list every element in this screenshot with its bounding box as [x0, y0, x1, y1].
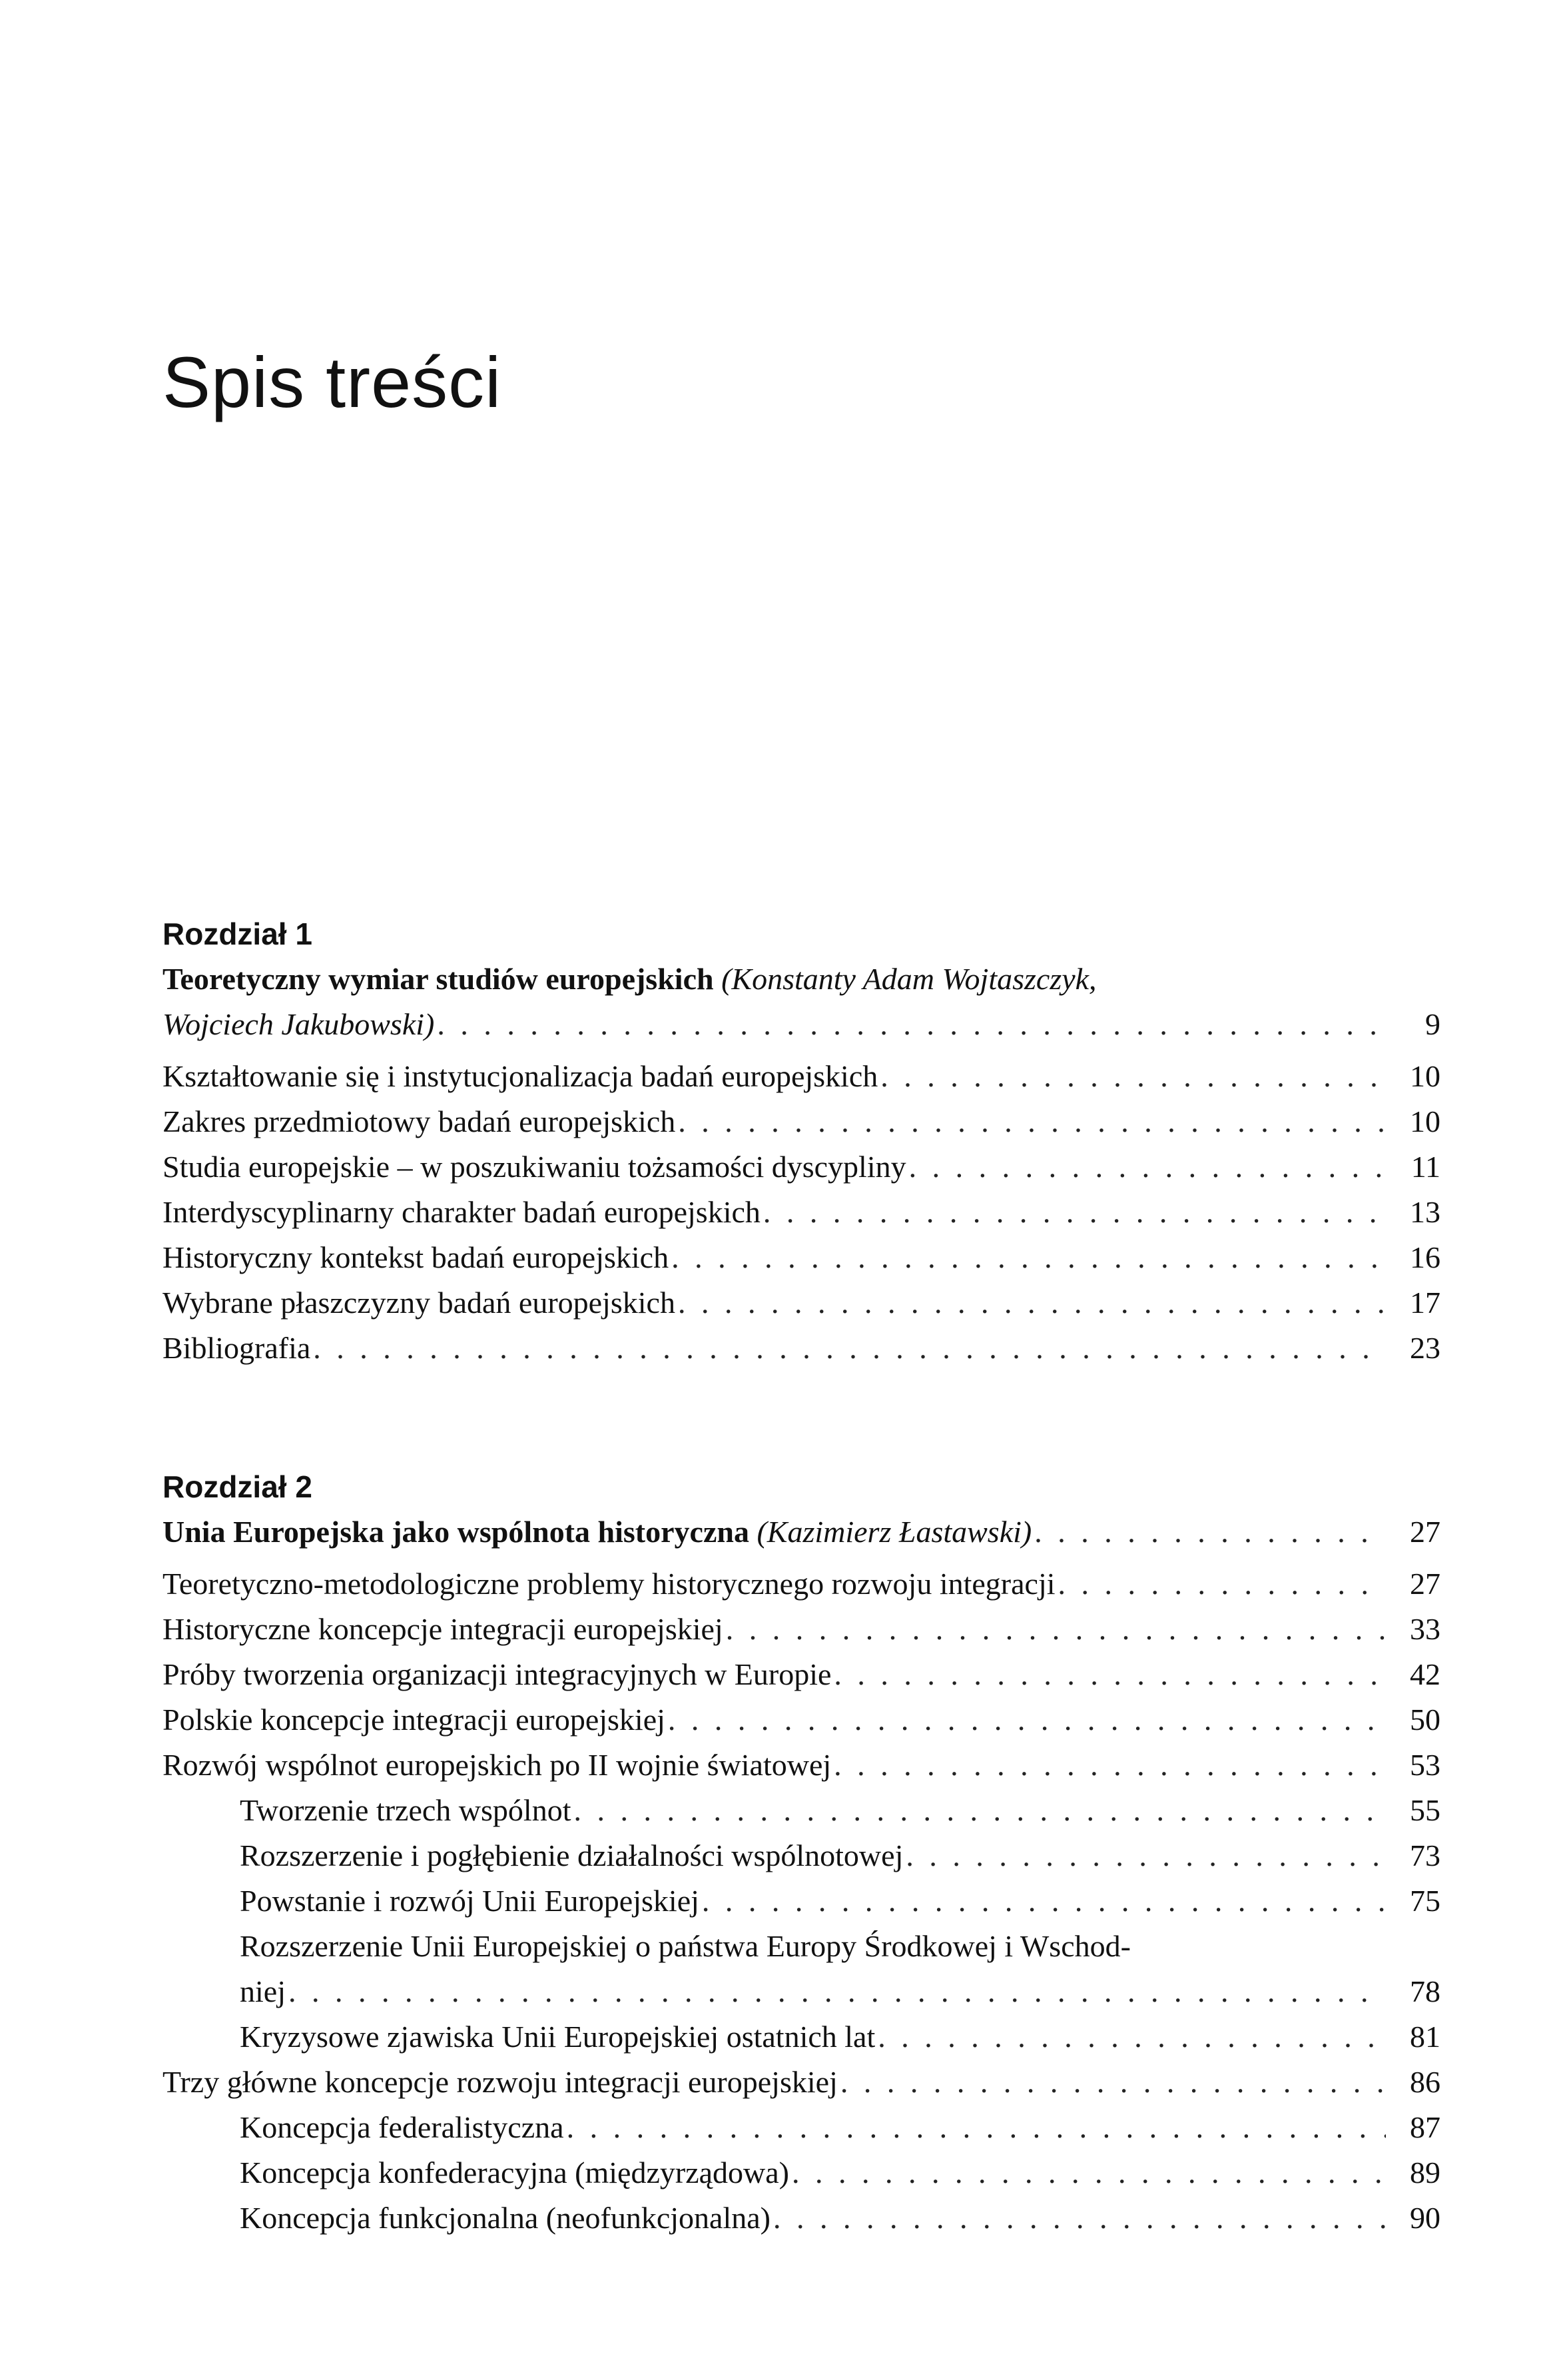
toc-entry[interactable]: [162, 1561, 1440, 1607]
leader-dots: [773, 2195, 1386, 2241]
toc-entry[interactable]: [162, 1326, 1440, 1371]
toc-entry-title: Kryzysowe zjawiska Unii Europejskiej ostatnich lat: [240, 2020, 876, 2054]
page-number: 10: [1410, 1059, 1440, 1093]
toc-entry[interactable]: [162, 1652, 1440, 1697]
toc-entry-title: Rozszerzenie i pogłębienie działalności wspólnotowej: [240, 1838, 904, 1872]
chapter-main-entry[interactable]: [162, 1509, 1440, 1555]
toc-entry-title: Koncepcja funkcjonalna (neofunkcjonalna): [240, 2201, 771, 2235]
leader-dots: [840, 2060, 1386, 2105]
toc-entry[interactable]: [162, 1235, 1440, 1280]
leader-dots: [668, 1697, 1386, 1743]
page-number: 53: [1410, 1748, 1440, 1782]
page-number: 23: [1410, 1331, 1440, 1365]
toc-subentry[interactable]: [162, 2014, 1440, 2060]
page-number: 81: [1410, 2020, 1440, 2054]
chapter-main-title-wrap: [162, 1509, 1032, 1555]
leader-dots: [880, 1054, 1386, 1099]
page-number: 10: [1410, 1104, 1440, 1138]
toc-subentry-line1[interactable]: Rozszerzenie Unii Europejskiej o państwa Europy Środkowej i Wschod-: [240, 1929, 1131, 1963]
page-number: 89: [1410, 2156, 1440, 2189]
chapter-main-entry-line1: [162, 957, 1440, 1002]
page-number: 11: [1410, 1150, 1440, 1184]
page-number: 75: [1410, 1884, 1440, 1918]
page-number: 86: [1410, 2065, 1440, 2099]
toc-entry[interactable]: [162, 1099, 1440, 1144]
toc-entry-title-cont: niej: [240, 1974, 286, 2008]
toc-entry-title: Próby tworzenia organizacji integracyjnych w Europie: [162, 1657, 832, 1691]
page-number: 33: [1410, 1612, 1440, 1646]
leader-dots: [574, 1788, 1387, 1833]
leader-dots: [1034, 1509, 1386, 1555]
leader-dots: [763, 1190, 1386, 1235]
page-number: 90: [1410, 2201, 1440, 2235]
page-number: 27: [1410, 1515, 1440, 1549]
leader-dots: [567, 2105, 1386, 2150]
chapter-label: Rozdział 2: [162, 1469, 312, 1504]
toc-entry[interactable]: [162, 2060, 1440, 2105]
page-number: 17: [1410, 1286, 1440, 1320]
leader-dots: [726, 1607, 1386, 1652]
toc-entry[interactable]: [162, 1697, 1440, 1743]
chapter-main-entry[interactable]: [162, 1002, 1440, 1047]
chapter-label: Rozdział 1: [162, 917, 312, 951]
leader-dots: [313, 1326, 1386, 1371]
leader-dots: [878, 2014, 1386, 2060]
toc-entry[interactable]: [162, 1054, 1440, 1099]
page-number: 87: [1410, 2110, 1440, 2144]
leader-dots: [1058, 1561, 1386, 1607]
page-number: 78: [1410, 1974, 1440, 2008]
toc-subentry[interactable]: [162, 1788, 1440, 1833]
toc-subentry[interactable]: [162, 1878, 1440, 1924]
leader-dots: [792, 2150, 1386, 2195]
chapter-author: (Konstanty Adam Wojtaszczyk,: [721, 962, 1097, 996]
toc-entry-title: Koncepcja konfederacyjna (międzyrządowa): [240, 2156, 789, 2189]
page-number: 13: [1410, 1195, 1440, 1229]
page-number: 27: [1410, 1567, 1440, 1601]
page-number: 42: [1410, 1657, 1440, 1691]
leader-dots: [834, 1743, 1386, 1788]
toc-entry-title: Tworzenie trzech wspólnot: [240, 1793, 571, 1827]
toc-entry-title: Polskie koncepcje integracji europejskiej: [162, 1703, 665, 1737]
toc-entry-title: Zakres przedmiotowy badań europejskich: [162, 1104, 676, 1138]
page-number: 16: [1410, 1240, 1440, 1274]
toc-subentry[interactable]: [162, 1833, 1440, 1878]
chapter-main-title: Teoretyczny wymiar studiów europejskich: [162, 962, 714, 996]
toc-entry-title: Studia europejskie – w poszukiwaniu tożsamości dyscypliny: [162, 1150, 906, 1184]
toc-entry[interactable]: [162, 1144, 1440, 1190]
toc-entry-title: Teoretyczno-metodologiczne problemy historycznego rozwoju integracji: [162, 1567, 1056, 1601]
leader-dots: [909, 1144, 1386, 1190]
toc-entry-title: Kształtowanie się i instytucjonalizacja badań europejskich: [162, 1059, 878, 1093]
chapter-1: [162, 911, 1440, 1371]
leader-dots: [906, 1833, 1386, 1878]
toc-entry-title: Koncepcja federalistyczna: [240, 2110, 564, 2144]
page-number: 55: [1410, 1793, 1440, 1827]
toc-entry-title: Wybrane płaszczyzny badań europejskich: [162, 1286, 675, 1320]
toc-entry-title: Rozwój wspólnot europejskich po II wojnie światowej: [162, 1748, 832, 1782]
leader-dots: [671, 1235, 1386, 1280]
page-title: Spis treści: [162, 342, 502, 422]
leader-dots: [834, 1652, 1386, 1697]
toc-entry-title: Powstanie i rozwój Unii Europejskiej: [240, 1884, 699, 1918]
toc-entry-title: Trzy główne koncepcje rozwoju integracji europejskiej: [162, 2065, 838, 2099]
chapter-author: (Kazimierz Łastawski): [757, 1515, 1032, 1549]
toc-entry[interactable]: [162, 1607, 1440, 1652]
toc-entry-title: Historyczne koncepcje integracji europejskiej: [162, 1612, 723, 1646]
leader-dots: [678, 1280, 1386, 1326]
toc-entry-title: Bibliografia: [162, 1331, 311, 1365]
toc-entry-title: Interdyscyplinarny charakter badań europejskich: [162, 1195, 761, 1229]
page-number: 73: [1410, 1838, 1440, 1872]
chapter-2: [162, 1464, 1440, 2241]
toc-entry-title: Historyczny kontekst badań europejskich: [162, 1240, 669, 1274]
toc-subentry[interactable]: [162, 1969, 1440, 2014]
page-number: 9: [1425, 1007, 1440, 1041]
leader-dots: [437, 1002, 1386, 1047]
leader-dots: [288, 1969, 1386, 2014]
toc-entry[interactable]: [162, 1190, 1440, 1235]
chapter-author-cont: Wojciech Jakubowski): [162, 1007, 435, 1041]
leader-dots: [678, 1099, 1386, 1144]
toc-subentry[interactable]: [162, 2105, 1440, 2150]
toc-entry[interactable]: [162, 1280, 1440, 1326]
leader-dots: [702, 1878, 1386, 1924]
chapter-main-title: Unia Europejska jako wspólnota historyczna: [162, 1515, 749, 1549]
page-number: 50: [1410, 1703, 1440, 1737]
toc-entry[interactable]: [162, 1743, 1440, 1788]
toc-subentry[interactable]: [162, 2195, 1440, 2241]
toc-subentry[interactable]: [162, 2150, 1440, 2195]
